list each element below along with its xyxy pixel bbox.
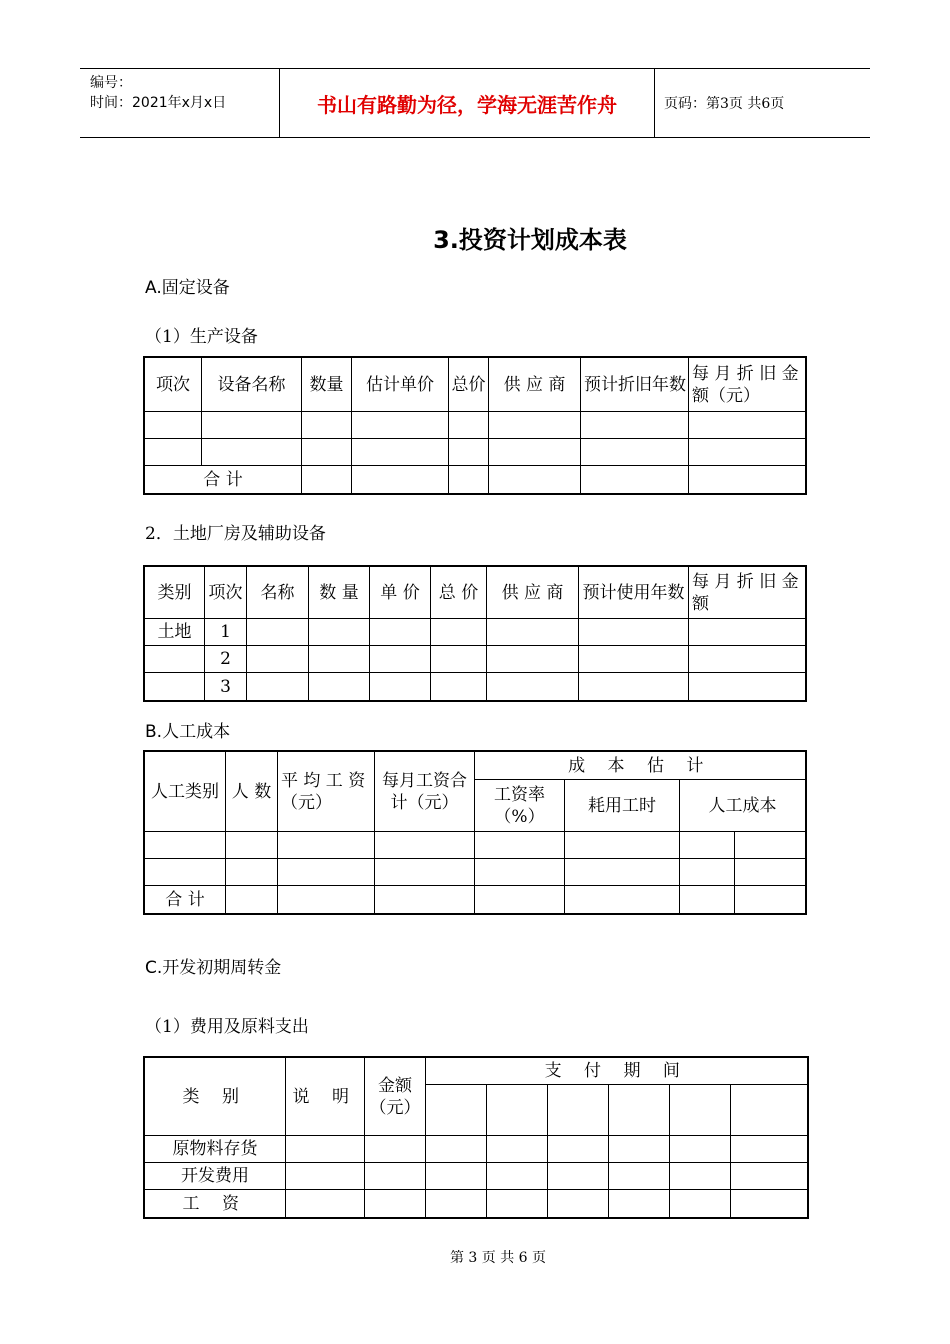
table-row <box>145 1190 807 1217</box>
header-cell: 说 明 <box>286 1058 365 1136</box>
table-row <box>145 859 805 886</box>
header-cell: 类 别 <box>145 1058 286 1136</box>
section-c-heading: C.开发初期周转金 <box>145 958 282 978</box>
header-cell: 设备名称 <box>202 358 302 412</box>
table-row <box>145 439 805 466</box>
row-label: 原物料存货 <box>145 1136 286 1163</box>
header-cell: 供 应 商 <box>489 358 581 412</box>
section-b-heading: B.人工成本 <box>145 722 231 742</box>
total-row <box>145 886 805 913</box>
header-cell: 人 数 <box>226 752 278 832</box>
page-footer: 第 3 页 共 6 页 <box>449 1250 547 1266</box>
header-cell: 总 价 <box>431 567 487 619</box>
expense-material-table <box>143 1056 809 1219</box>
header-meta <box>80 69 280 137</box>
page-header <box>80 68 870 138</box>
header-cell: 工资率（%） <box>475 780 565 832</box>
table-row <box>145 1136 807 1163</box>
table-row <box>145 673 805 700</box>
total-label: 合 计 <box>145 466 302 493</box>
total-row <box>145 466 805 493</box>
header-cell: 数 量 <box>309 567 370 619</box>
header-cell: 金额（元） <box>365 1058 426 1136</box>
table-row <box>145 832 805 859</box>
header-cell: 总价 <box>449 358 489 412</box>
table-row <box>145 1163 807 1190</box>
header-cell: 平 均 工 资（元） <box>278 752 375 832</box>
item-cell: 2 <box>205 646 247 673</box>
production-equipment-table <box>143 356 807 495</box>
header-cell: 项次 <box>145 358 202 412</box>
header-cell: 每 月 折 旧 金额（元） <box>689 358 805 412</box>
header-cell: 预计使用年数 <box>579 567 689 619</box>
land-buildings-table <box>143 565 807 702</box>
header-page-info: 页码：第3页 共6页 <box>664 96 785 112</box>
category-cell <box>145 673 205 700</box>
header-cell: 类别 <box>145 567 205 619</box>
header-group-cell: 支 付 期 间 <box>426 1058 807 1085</box>
section-a2-heading: 2．土地厂房及辅助设备 <box>145 524 326 544</box>
header-cell: 预计折旧年数 <box>581 358 689 412</box>
header-cell: 估计单价 <box>352 358 449 412</box>
document-time: 时间：2021年x月x日 <box>90 95 227 111</box>
category-cell: 土地 <box>145 619 205 646</box>
table-row <box>145 619 805 646</box>
header-cell: 名称 <box>247 567 309 619</box>
total-label: 合 计 <box>145 886 226 913</box>
item-cell: 1 <box>205 619 247 646</box>
section-a-heading: A.固定设备 <box>145 278 230 298</box>
header-cell: 供 应 商 <box>487 567 579 619</box>
header-cell: 项次 <box>205 567 247 619</box>
labor-cost-table <box>143 750 807 915</box>
header-cell: 耗用工时 <box>565 780 680 832</box>
header-cell: 人工成本 <box>680 780 805 832</box>
section-c1-heading: （1）费用及原料支出 <box>145 1017 309 1037</box>
section-a1-heading: （1）生产设备 <box>145 327 258 347</box>
document-number-label: 编号： <box>90 75 132 91</box>
header-cell: 人工类别 <box>145 752 226 832</box>
header-cell: 每 月 折 旧 金额 <box>689 567 805 619</box>
table-row <box>145 646 805 673</box>
header-cell: 单 价 <box>370 567 431 619</box>
header-group-cell: 成 本 估 计 <box>475 752 805 780</box>
row-label: 工 资 <box>145 1190 286 1217</box>
item-cell: 3 <box>205 673 247 700</box>
row-label: 开发费用 <box>145 1163 286 1190</box>
header-motto: 书山有路勤为径，学海无涯苦作舟 <box>280 69 655 137</box>
category-cell <box>145 646 205 673</box>
page-title: 3.投资计划成本表 <box>433 226 627 254</box>
table-row <box>145 412 805 439</box>
header-cell: 数量 <box>302 358 352 412</box>
header-cell: 每月工资合计（元） <box>375 752 475 832</box>
